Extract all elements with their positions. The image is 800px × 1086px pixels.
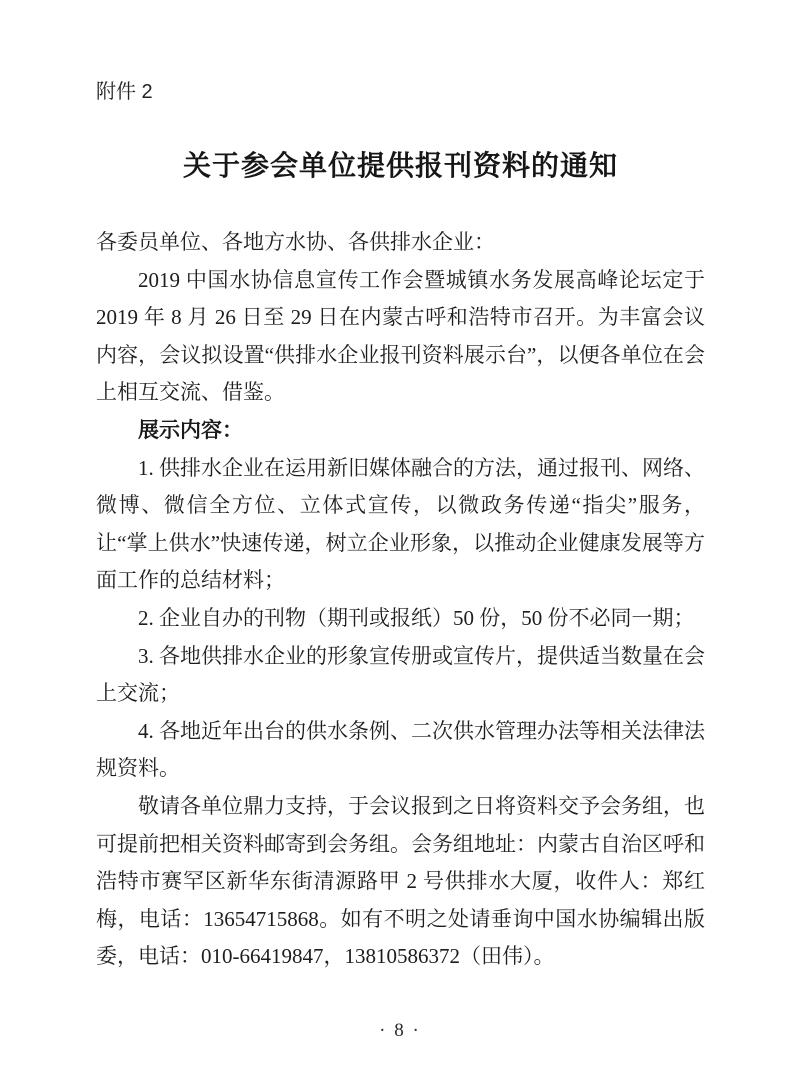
list-item-3: 3. 各地供排水企业的形象宣传册或宣传片，提供适当数量在会上交流；: [96, 643, 705, 706]
document-title: 关于参会单位提供报刊资料的通知: [182, 151, 618, 182]
attachment-label: 附件 2: [96, 81, 153, 103]
list-item-1: 1. 供排水企业在运用新旧媒体融合的方法，通过报刊、网络、微博、微信全方位、立体式宣传，以微政务传递“指尖”服务，让“掌上供水”快速传递，树立企业形象，以推动企业健康发展等方面工作的总结材料；: [96, 455, 705, 593]
section-heading-display-content: 展示内容：: [138, 418, 243, 442]
paragraph-closing: 敬请各单位鼎力支持，于会议报到之日将资料交予会务组，也可提前把相关资料邮寄到会务组。会务组地址：内蒙古自治区呼和浩特市赛罕区新华东街清源路甲 2 号供排水大厦，收件人：郑红梅，电话：13654715868。如有不明之处请垂询中国水协编辑出版委，电话：010-66419847，13810586372（田伟）。: [96, 793, 705, 969]
paragraph-intro: 2019 中国水协信息宣传工作会暨城镇水务发展高峰论坛定于 2019 年 8 月 26 日至 29 日在内蒙古呼和浩特市召开。为丰富会议内容，会议拟设置“供排水企业报刊资料展示台”，以便各单位在会上相互交流、借鉴。: [96, 267, 705, 405]
list-item-2: 2. 企业自办的刊物（期刊或报纸）50 份，50 份不必同一期；: [138, 605, 695, 630]
list-item-4: 4. 各地近年出台的供水条例、二次供水管理办法等相关法律法规资料。: [96, 718, 705, 781]
document-body: [96, 224, 705, 976]
page-number: · 8 ·: [379, 1020, 421, 1041]
salutation-line: 各委员单位、各地方水协、各供排水企业：: [96, 230, 495, 254]
